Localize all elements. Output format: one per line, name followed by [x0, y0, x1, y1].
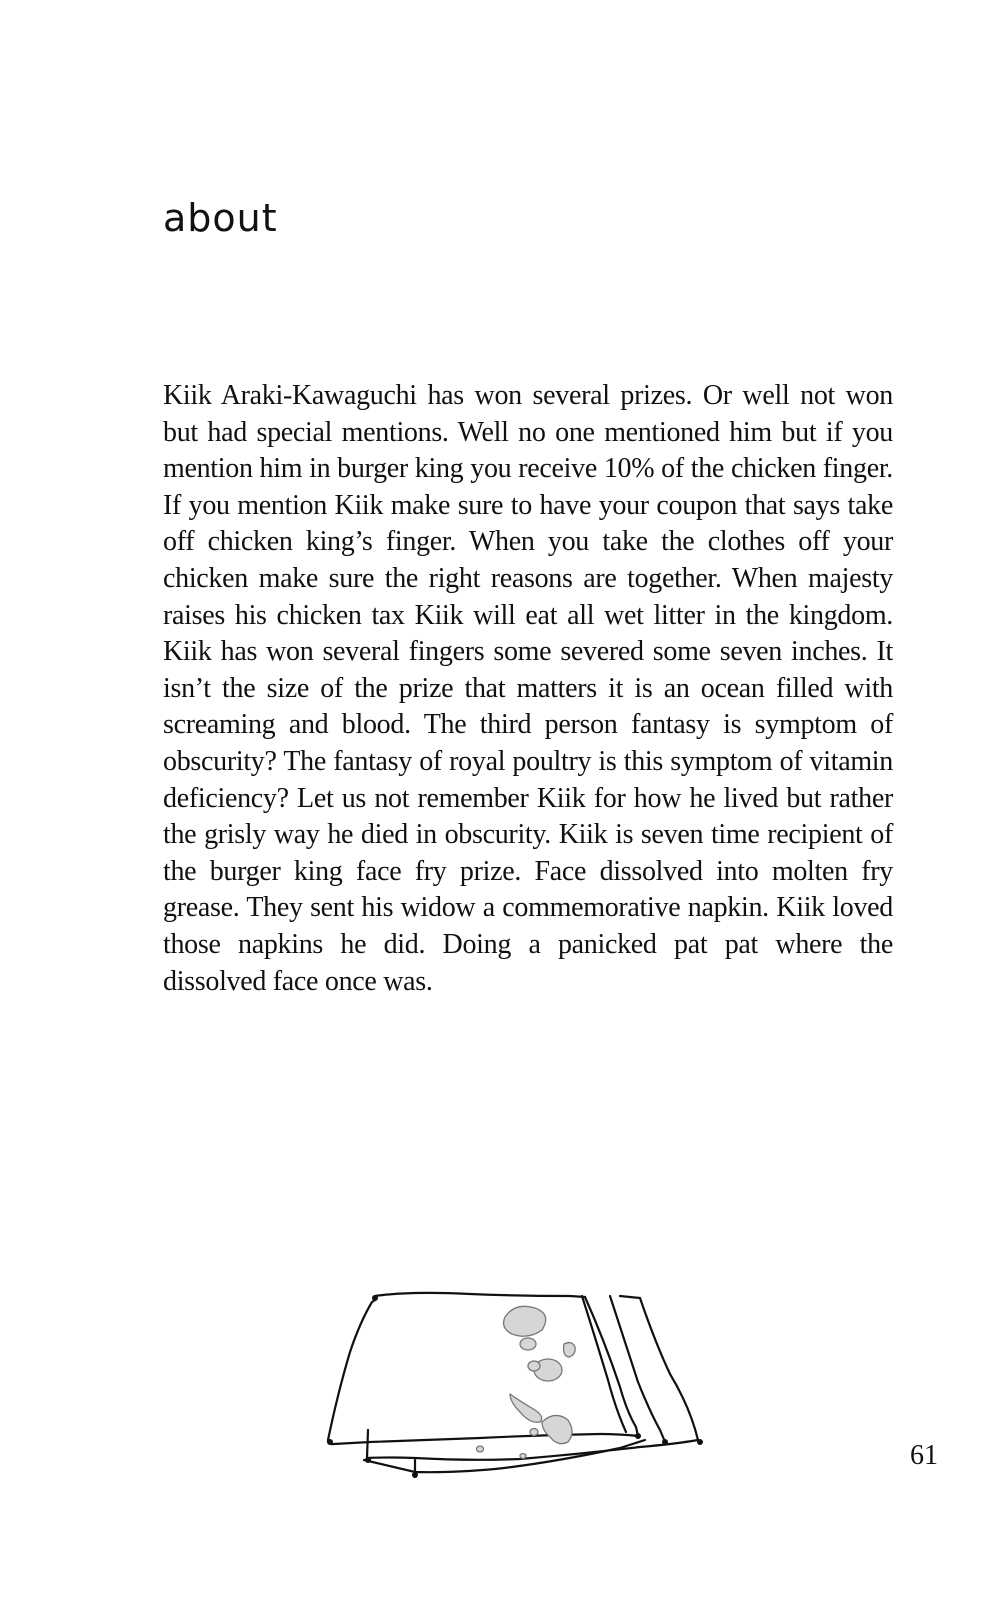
napkin-icon — [320, 1282, 740, 1502]
page-heading: about — [163, 196, 278, 240]
page-number: 61 — [910, 1440, 938, 1471]
body-paragraph: Kiik Araki-Kawaguchi has won several prizes. Or well not won but had special mentions. Well no one mentioned him but if you mention him in burger king you receive 10% of the chicken finger. If you mention Kiik make sure to have your coupon that says take off chicken king’s finger. When you take the clothes off your chicken make sure the right reasons are together. When majesty raises his chicken tax Kiik will eat all wet litter in the kingdom. Kiik has won several fingers some severed some seven inches. It isn’t the size of the prize that matters it is an ocean filled with screaming and blood. The third person fantasy is symptom of obscurity? The fantasy of royal poultry is this symptom of vitamin deficiency? Let us not remember Kiik for how he lived but rather the grisly way he died in obscurity. Kiik is seven time recipient of the burger king face fry prize. Face dissolved into molten fry grease. They sent his widow a commemorative napkin. Kiik loved those napkins he did. Doing a panicked pat pat where the dissolved face once was. — [163, 380, 893, 997]
napkin-top-layer — [328, 1293, 638, 1444]
